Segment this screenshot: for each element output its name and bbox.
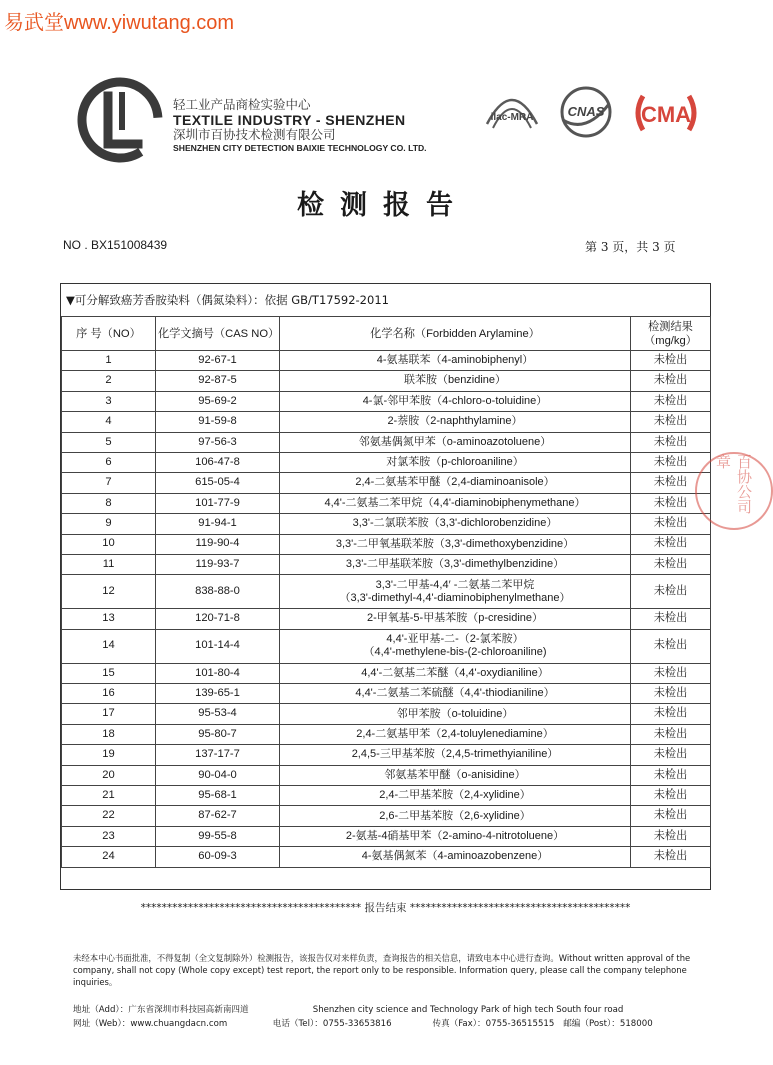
chemical-name-line: 2,4,5-三甲基苯胺（2,4,5-trimethyianiline）	[351, 748, 559, 761]
cell-no: 23	[62, 826, 156, 846]
cell-cas: 95-53-4	[156, 704, 280, 724]
cell-cas: 120-71-8	[156, 609, 280, 629]
cell-no: 21	[62, 786, 156, 806]
cell-chemical-name	[280, 724, 631, 744]
cell-result: 未检出	[631, 826, 711, 846]
cell-chemical-name	[280, 609, 631, 629]
chemical-name-line: 4,4'-亚甲基-二-（2-氯苯胺）	[386, 633, 524, 645]
cma-icon	[631, 88, 701, 138]
cell-cas: 615-05-4	[156, 473, 280, 493]
cell-chemical-name	[280, 786, 631, 806]
cell-chemical-name	[280, 826, 631, 846]
cell-chemical-name	[280, 534, 631, 554]
cell-result: 未检出	[631, 493, 711, 513]
table-row	[62, 806, 711, 826]
cell-chemical-name	[280, 806, 631, 826]
cell-result: 未检出	[631, 575, 711, 609]
cell-cas: 838-88-0	[156, 575, 280, 609]
chemical-name-line: （4,4'-methylene-bis-(2-chloroaniline)	[363, 646, 547, 659]
cell-no: 1	[62, 351, 156, 371]
header-cas: 化学文摘号（CAS NO）	[156, 317, 280, 351]
cell-cas: 92-87-5	[156, 371, 280, 391]
header-no: 序 号（NO）	[62, 317, 156, 351]
cell-chemical-name	[280, 554, 631, 574]
cell-result: 未检出	[631, 704, 711, 724]
cell-cas: 91-94-1	[156, 514, 280, 534]
cell-cas: 99-55-8	[156, 826, 280, 846]
chemical-name-line: 2,4-二氨基苯甲醚（2,4-diaminoanisole）	[355, 476, 555, 489]
report-title: 检测报告	[297, 190, 469, 221]
footer-tel: 电话（Tel）：0755-33653816	[272, 1019, 392, 1029]
table-row	[62, 684, 711, 704]
cell-result: 未检出	[631, 412, 711, 432]
org-logo-icon	[78, 78, 162, 162]
chemical-name-line: 邻甲苯胺（o-toluidine）	[396, 707, 514, 720]
chemical-name-line: 4-氯-邻甲苯胺（4-chloro-o-toluidine）	[362, 394, 548, 407]
chemical-name-line: 2,4-二甲基苯胺（2,4-xylidine）	[379, 789, 531, 802]
cell-no: 20	[62, 765, 156, 785]
footer-address: 地址（Add）：广东省深圳市科技园高新南四道	[73, 1005, 249, 1015]
chemical-name-line: 3,3'-二甲氧基联苯胺（3,3'-dimethoxybenzidine）	[335, 537, 575, 550]
cell-cas: 97-56-3	[156, 432, 280, 452]
cell-no: 17	[62, 704, 156, 724]
cell-result: 未检出	[631, 371, 711, 391]
table-row	[62, 493, 711, 513]
table-row	[62, 765, 711, 785]
cell-chemical-name	[280, 575, 631, 609]
table-row	[62, 534, 711, 554]
svg-text:CMA: CMA	[640, 102, 692, 127]
cell-result: 未检出	[631, 786, 711, 806]
cell-cas: 95-68-1	[156, 786, 280, 806]
report-number: NO . BX151008439	[63, 238, 168, 252]
cell-cas: 137-17-7	[156, 745, 280, 765]
cell-chemical-name	[280, 412, 631, 432]
cell-result: 未检出	[631, 847, 711, 867]
table-row	[62, 663, 711, 683]
cell-chemical-name	[280, 514, 631, 534]
cell-cas: 92-67-1	[156, 351, 280, 371]
table-row	[62, 452, 711, 472]
cell-no: 9	[62, 514, 156, 534]
cell-cas: 95-80-7	[156, 724, 280, 744]
chemical-name-line: 邻氨基苯甲醚（o-anisidine）	[384, 768, 526, 781]
table-row	[62, 704, 711, 724]
cell-cas: 139-65-1	[156, 684, 280, 704]
cell-no: 8	[62, 493, 156, 513]
cell-result: 未检出	[631, 745, 711, 765]
table-row	[62, 609, 711, 629]
cell-chemical-name	[280, 745, 631, 765]
header-result	[631, 317, 711, 351]
cell-chemical-name	[280, 704, 631, 724]
table-row	[62, 412, 711, 432]
cell-result: 未检出	[631, 663, 711, 683]
chemical-name-line: （3,3'-dimethyl-4,4'-diaminobiphenylmethane）	[339, 591, 571, 604]
cell-cas: 60-09-3	[156, 847, 280, 867]
cell-no: 13	[62, 609, 156, 629]
cell-cas: 106-47-8	[156, 452, 280, 472]
arylamine-results-table	[61, 316, 711, 868]
table-row	[62, 351, 711, 371]
cell-cas: 91-59-8	[156, 412, 280, 432]
table-row	[62, 786, 711, 806]
footer-contact-row	[73, 1017, 653, 1029]
cell-no: 10	[62, 534, 156, 554]
cell-chemical-name	[280, 351, 631, 371]
cell-no: 7	[62, 473, 156, 493]
chemical-name-line: 4-氨基联苯（4-aminobiphenyl）	[376, 354, 534, 367]
cell-result: 未检出	[631, 554, 711, 574]
cell-result: 未检出	[631, 452, 711, 472]
cell-cas: 119-93-7	[156, 554, 280, 574]
cell-cas: 119-90-4	[156, 534, 280, 554]
cell-no: 16	[62, 684, 156, 704]
footer-fax: 传真（Fax）：0755-36515515	[432, 1019, 555, 1029]
cell-no: 22	[62, 806, 156, 826]
table-row	[62, 575, 711, 609]
cell-no: 3	[62, 391, 156, 411]
chemical-name-line: 4-氨基偶氮苯（4-aminoazobenzene）	[361, 850, 549, 863]
cell-result: 未检出	[631, 609, 711, 629]
chemical-name-line: 4,4'-二氨基二苯醚（4,4'-oxydianiline）	[361, 666, 549, 679]
footer-address-row	[73, 1003, 623, 1015]
chemical-name-line: 3,3'-二甲基联苯胺（3,3'-dimethylbenzidine）	[345, 558, 565, 570]
cell-chemical-name	[280, 493, 631, 513]
footer-zip: 邮编（Post）：518000	[563, 1019, 653, 1029]
cell-result: 未检出	[631, 391, 711, 411]
cnas-icon	[553, 84, 619, 140]
report-end-line: ****************************************** 报告结束 ******************************************	[140, 902, 631, 914]
cell-no: 12	[62, 575, 156, 609]
cell-result: 未检出	[631, 684, 711, 704]
table-row	[62, 847, 711, 867]
cell-chemical-name	[280, 847, 631, 867]
chemical-name-line: 2,4-二氨基甲苯（2,4-toluylenediamine）	[356, 727, 554, 740]
header-result-label: 检测结果	[648, 320, 693, 333]
cell-chemical-name	[280, 629, 631, 663]
cell-result: 未检出	[631, 724, 711, 744]
table-row	[62, 629, 711, 663]
cell-no: 18	[62, 724, 156, 744]
chemical-name-line: 2,6-二甲基苯胺（2,6-xylidine）	[379, 809, 531, 822]
table-row	[62, 826, 711, 846]
results-section	[60, 283, 711, 890]
cell-chemical-name	[280, 452, 631, 472]
cell-no: 15	[62, 663, 156, 683]
watermark-text: 易武堂www.yiwutang.com	[4, 12, 235, 34]
svg-text:CNAS: CNAS	[567, 104, 605, 119]
table-row	[62, 554, 711, 574]
table-row	[62, 473, 711, 493]
company-stamp: 百协公司章	[695, 452, 773, 530]
table-row	[62, 724, 711, 744]
chemical-name-line: 3,3'-二氯联苯胺（3,3'-dichlorobenzidine）	[352, 517, 558, 530]
table-body	[62, 351, 711, 868]
cell-result: 未检出	[631, 514, 711, 534]
section-header: ▼可分解致癌芳香胺染料（偶氮染料）：依据 GB/T17592-2011	[66, 293, 389, 307]
header-name: 化学名称（Forbidden Arylamine）	[280, 317, 631, 351]
table-header-row	[62, 317, 711, 351]
table-row	[62, 391, 711, 411]
cell-result: 未检出	[631, 629, 711, 663]
cell-no: 4	[62, 412, 156, 432]
cell-no: 11	[62, 554, 156, 574]
cell-chemical-name	[280, 432, 631, 452]
footer-address-en: Shenzhen city science and Technology Park of high tech South four road	[312, 1005, 624, 1015]
cell-result: 未检出	[631, 765, 711, 785]
header-result-unit: （mg/kg）	[644, 334, 697, 347]
cell-no: 19	[62, 745, 156, 765]
disclaimer-text: 未经本中心书面批准，不得复制（全文复制除外）检测报告，该报告仅对来样负责，查询报告的相关信息，请致电本中心进行查询。Without written approval of the company, shall not copy (Whole copy except) test report, the report only to be responsible. Information query, please call the company telephone inquiries。	[73, 953, 691, 988]
org-name-cn-2: 深圳市百协技术检测有限公司	[173, 127, 336, 143]
org-name-en-1: TEXTILE INDUSTRY - SHENZHEN	[173, 112, 406, 129]
chemical-name-line: 4,4'-二氨基二苯甲烷（4,4'-diaminobiphenymethane）	[324, 496, 586, 509]
table-row	[62, 371, 711, 391]
chemical-name-line: 2-氨基-4硝基甲苯（2-amino-4-nitrotoluene）	[345, 829, 565, 842]
chemical-name-line: 2-萘胺（2-naphthylamine）	[387, 415, 523, 428]
cell-cas: 101-80-4	[156, 663, 280, 683]
cell-chemical-name	[280, 663, 631, 683]
chemical-name-line: 2-甲氧基-5-甲基苯胺（p-cresidine）	[366, 612, 544, 625]
cell-no: 5	[62, 432, 156, 452]
chemical-name-line: 邻氨基偶氮甲苯（o-aminoazotoluene）	[358, 435, 552, 448]
cell-chemical-name	[280, 765, 631, 785]
chemical-name-line: 3,3'-二甲基-4,4′ -二氨基二苯甲烷	[375, 578, 535, 591]
cell-chemical-name	[280, 391, 631, 411]
svg-text:ilac-MRA: ilac-MRA	[490, 112, 534, 123]
cell-result: 未检出	[631, 534, 711, 554]
chemical-name-line: 4,4'-二氨基二苯硫醚（4,4'-thiodianiline）	[355, 687, 555, 700]
cell-cas: 90-04-0	[156, 765, 280, 785]
cell-cas: 95-69-2	[156, 391, 280, 411]
cell-result: 未检出	[631, 432, 711, 452]
table-row	[62, 514, 711, 534]
cell-no: 6	[62, 452, 156, 472]
cell-result: 未检出	[631, 806, 711, 826]
cell-cas: 101-14-4	[156, 629, 280, 663]
cell-cas: 87-62-7	[156, 806, 280, 826]
cell-result: 未检出	[631, 351, 711, 371]
ilac-mra-icon	[481, 84, 543, 140]
table-row	[62, 432, 711, 452]
cell-result: 未检出	[631, 473, 711, 493]
chemical-name-line: 联苯胺（benzidine）	[403, 374, 507, 387]
page-indicator: 第 3 页，共 3 页	[585, 240, 676, 254]
org-header	[173, 98, 427, 154]
org-name-cn-1: 轻工业产品商检实验中心	[173, 97, 311, 112]
cell-chemical-name	[280, 371, 631, 391]
cell-cas: 101-77-9	[156, 493, 280, 513]
cell-chemical-name	[280, 473, 631, 493]
table-row	[62, 745, 711, 765]
org-name-en-2: SHENZHEN CITY DETECTION BAIXIE TECHNOLOGY CO. LTD.	[173, 142, 427, 153]
cell-chemical-name	[280, 684, 631, 704]
footer-web: 网址（Web）：www.chuangdacn.com	[73, 1019, 228, 1029]
cell-no: 2	[62, 371, 156, 391]
cell-no: 24	[62, 847, 156, 867]
chemical-name-line: 对氯苯胺（p-chloroaniline）	[386, 456, 524, 469]
cell-no: 14	[62, 629, 156, 663]
